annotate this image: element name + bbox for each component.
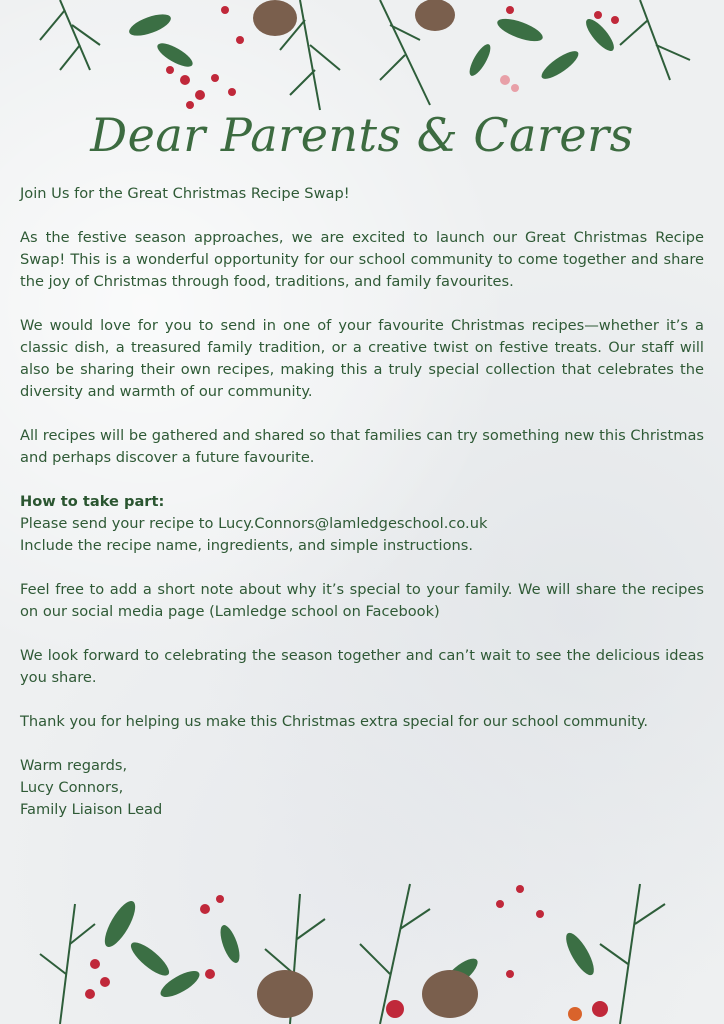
signoff-closing: Warm regards, (20, 757, 128, 774)
paragraph-sharing: All recipes will be gathered and shared so that families can try something new this Christmas and perhaps discover a future favourite. (20, 427, 704, 466)
how-to-line-email: Please send your recipe to Lucy.Connors@lamledgeschool.co.uk (20, 515, 488, 532)
paragraph-request: We would love for you to send in one of your favourite Christmas recipes—whether it’s a classic dish, a treasured family tradition, or a creative twist on festive treats. Our staff will also be sharing their own recipes, making this a truly special collection that celebrates the diversity and warmth of our community. (20, 317, 704, 400)
paragraph-thanks: Thank you for helping us make this Christmas extra special for our school community. (20, 713, 649, 730)
top-garland-decoration (0, 0, 724, 120)
intro-line: Join Us for the Great Christmas Recipe Swap! (20, 185, 350, 202)
paragraph-look-forward: We look forward to celebrating the season together and can’t wait to see the delicious ideas you share. (20, 647, 704, 686)
signoff-role: Family Liaison Lead (20, 801, 163, 818)
paragraph-note: Feel free to add a short note about why it’s special to your family. We will share the recipes on our social media page (Lamledge school on Facebook) (20, 581, 704, 620)
letter-body (20, 183, 704, 821)
bottom-garland-decoration (0, 864, 724, 1024)
signoff-name: Lucy Connors, (20, 779, 124, 796)
paragraph-intro: As the festive season approaches, we are excited to launch our Great Christmas Recipe Swap! This is a wonderful opportunity for our school community to come together and share the joy of Christmas through food, traditions, and family favourites. (20, 229, 704, 290)
how-to-line-include: Include the recipe name, ingredients, and simple instructions. (20, 537, 474, 554)
page-title: Dear Parents & Carers (90, 108, 634, 162)
how-to-heading: How to take part: (20, 493, 165, 510)
